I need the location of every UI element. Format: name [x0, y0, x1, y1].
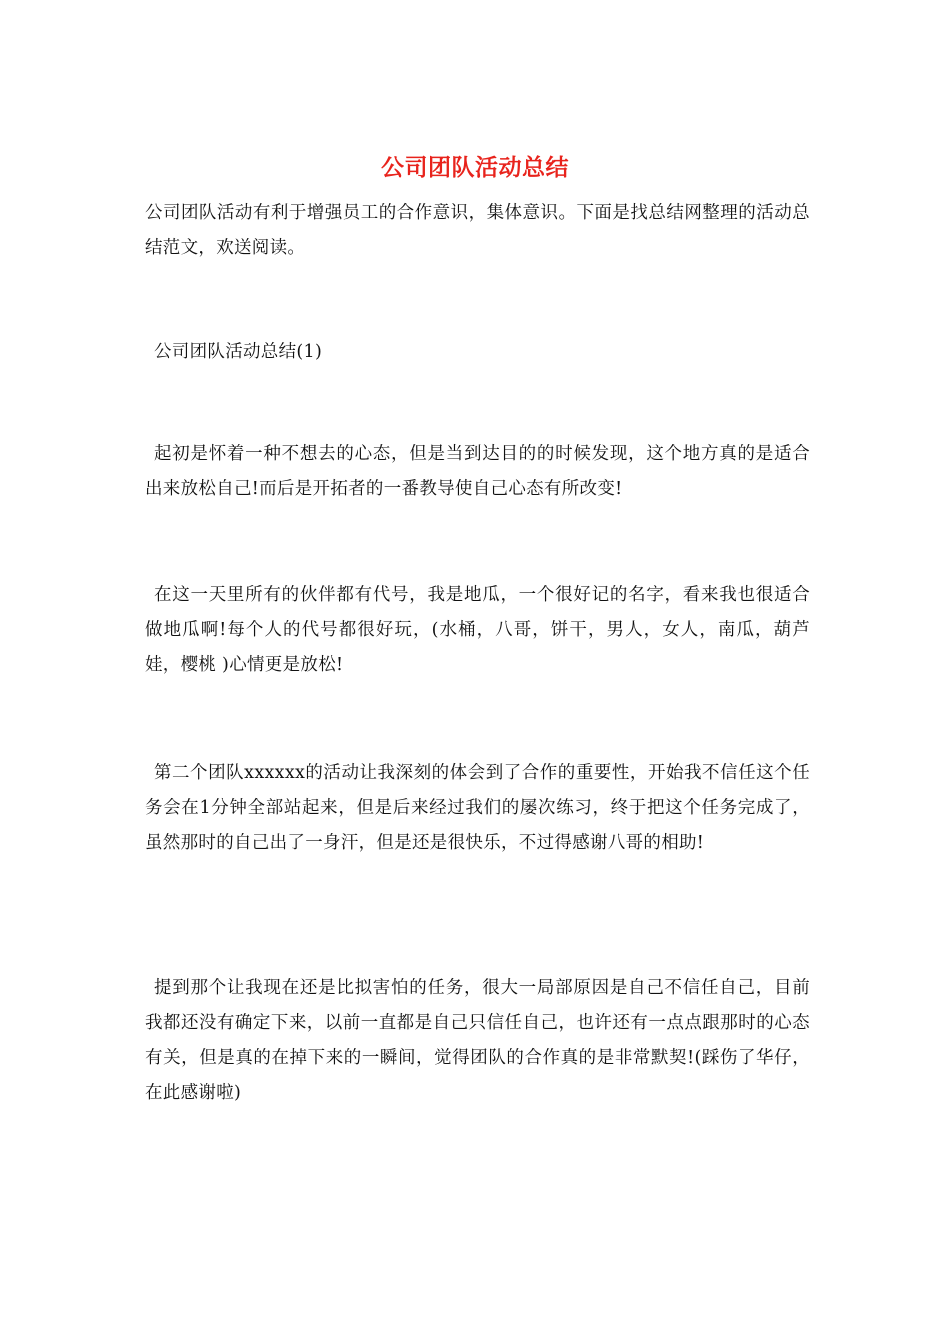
intro-paragraph: 公司团队活动有利于增强员工的合作意识，集体意识。下面是找总结网整理的活动总结范文，欢送阅读。 — [145, 203, 810, 258]
body-paragraph-3: 第二个团队xxxxxx的活动让我深刻的体会到了合作的重要性，开始我不信任这个任务会在1分钟全部站起来，但是后来经过我们的屡次练习，终于把这个任务完成了，虽然那时的自己出了一身汗，但是还是很快乐，不过得感谢八哥的相助! — [145, 763, 810, 853]
document-title: 公司团队活动总结 — [381, 154, 569, 181]
section-heading: 公司团队活动总结(1) — [154, 342, 323, 362]
body-paragraph-2: 在这一天里所有的伙伴都有代号，我是地瓜，一个很好记的名字，看来我也很适合做地瓜啊!每个人的代号都很好玩，(水桶，八哥，饼干，男人，女人，南瓜，葫芦娃，樱桃 )心情更是放松! — [145, 585, 810, 675]
body-paragraph-1: 起初是怀着一种不想去的心态，但是当到达目的的时候发现，这个地方真的是适合出来放松自己!而后是开拓者的一番教导使自己心态有所改变! — [145, 444, 810, 499]
body-paragraph-4: 提到那个让我现在还是比拟害怕的任务，很大一局部原因是自己不信任自己，目前我都还没有确定下来，以前一直都是自己只信任自己，也许还有一点点跟那时的心态有关，但是真的在掉下来的一瞬间，觉得团队的合作真的是非常默契!(踩伤了华仔，在此感谢啦) — [145, 978, 810, 1103]
